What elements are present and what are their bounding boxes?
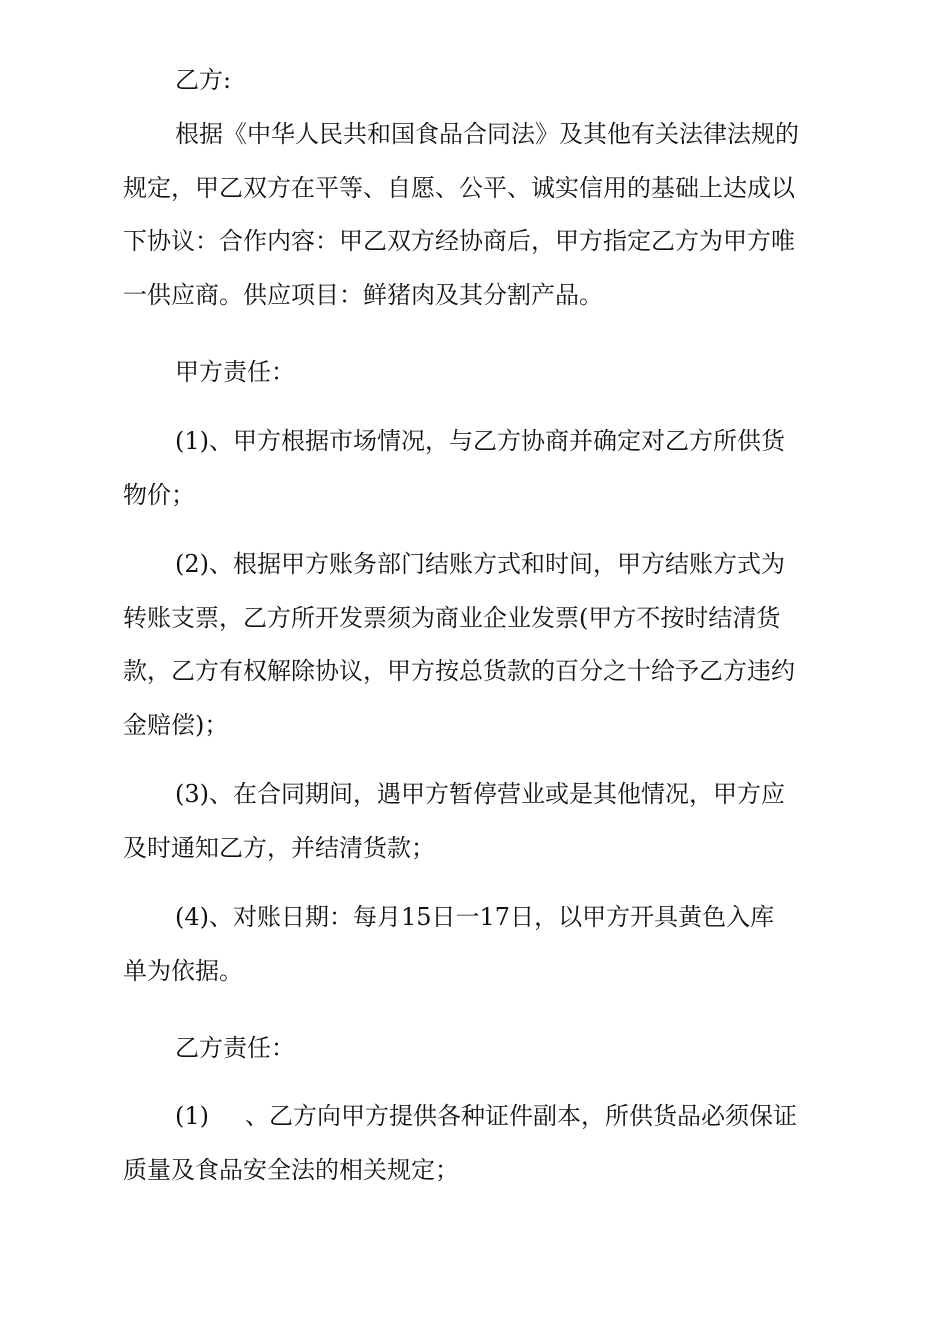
text-line: 下协议：合作内容：甲乙双方经协商后，甲方指定乙方为甲方唯	[123, 227, 795, 255]
section-heading: 乙方责任：	[175, 1034, 295, 1062]
text-line: 质量及食品安全法的相关规定；	[123, 1155, 459, 1184]
party-a-item-3	[123, 768, 828, 875]
text-line: 根据《中华人民共和国食品合同法》及其他有关法律法规的	[175, 120, 799, 148]
section-heading: 甲方责任：	[175, 358, 295, 386]
party-a-heading	[123, 346, 828, 400]
text-line: 金赔偿)；	[123, 710, 229, 739]
intro-paragraph	[123, 108, 828, 322]
text-line: 物价；	[123, 480, 195, 509]
party-b-item-1	[123, 1090, 828, 1197]
party-b-heading	[123, 1022, 828, 1076]
text-line: 及时通知乙方，并结清货款；	[123, 833, 435, 862]
text-line: 规定，甲乙双方在平等、自愿、公平、诚实信用的基础上达成以	[123, 173, 795, 202]
text-line: (4)、对账日期：每月15日一17日，以甲方开具黄色入库	[175, 903, 775, 931]
text-line: 款，乙方有权解除协议，甲方按总货款的百分之十给予乙方违约	[123, 657, 795, 685]
text-line: 、乙方向甲方提供各种证件副本，所供货品必须保证	[245, 1102, 797, 1130]
item-number: (1)	[175, 1102, 209, 1130]
text-line: (3)、在合同期间，遇甲方暂停营业或是其他情况，甲方应	[175, 780, 785, 808]
text-line: 乙方:	[175, 66, 232, 94]
party-a-item-4	[123, 891, 828, 998]
text-line: (2)、根据甲方账务部门结账方式和时间，甲方结账方式为	[175, 550, 785, 578]
text-line: 转账支票，乙方所开发票须为商业企业发票(甲方不按时结清货	[123, 603, 781, 632]
text-line: 一供应商。供应项目：鲜猪肉及其分割产品。	[123, 280, 603, 309]
party-a-item-2	[123, 538, 828, 752]
party-a-item-1	[123, 415, 828, 522]
text-line: 单为依据。	[123, 956, 243, 985]
party-b-line	[123, 54, 828, 108]
text-line: (1)、甲方根据市场情况，与乙方协商并确定对乙方所供货	[175, 427, 785, 455]
